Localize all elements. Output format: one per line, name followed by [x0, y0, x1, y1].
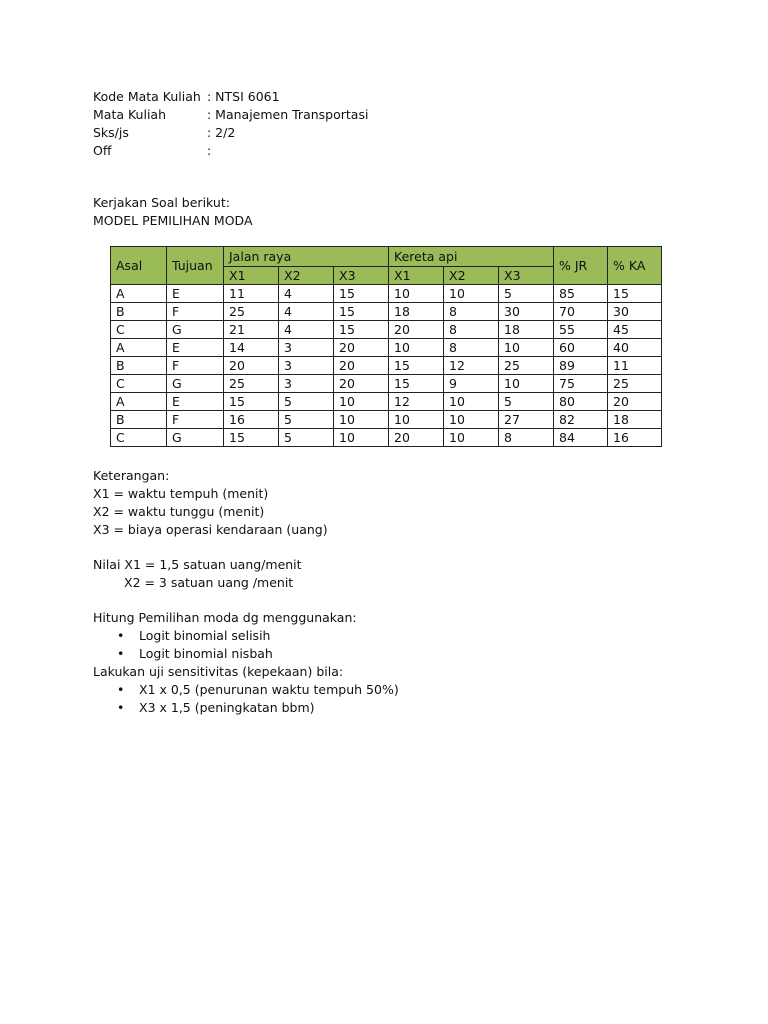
table-cell: 11: [224, 285, 279, 303]
list-item-text: Logit binomial selisih: [139, 628, 271, 643]
list-item-text: X3 x 1,5 (peningkatan bbm): [139, 700, 315, 715]
list-item-text: X1 x 0,5 (penurunan waktu tempuh 50%): [139, 682, 399, 697]
table-cell: 5: [499, 285, 554, 303]
table-cell: 27: [499, 411, 554, 429]
table-row: [111, 303, 662, 321]
list-item: [93, 645, 273, 663]
table-cell: 3: [279, 339, 334, 357]
table-cell: E: [167, 339, 224, 357]
table-cell: 4: [279, 285, 334, 303]
mode-choice-table: [110, 246, 662, 447]
table-row: [111, 321, 662, 339]
table-cell: 16: [224, 411, 279, 429]
table-cell: A: [111, 393, 167, 411]
table-cell: 10: [389, 339, 444, 357]
value-x2: X2 = 3 satuan uang /menit: [124, 575, 294, 590]
table-cell: 10: [389, 285, 444, 303]
table-cell: G: [167, 375, 224, 393]
course-code-label: Kode Mata Kuliah: [93, 89, 201, 104]
table-row: [111, 429, 662, 447]
table-cell: 5: [279, 429, 334, 447]
table-cell: 85: [554, 285, 608, 303]
table-cell: B: [111, 411, 167, 429]
table-cell: 20: [334, 339, 389, 357]
table-cell: 4: [279, 303, 334, 321]
note-x2: X2 = waktu tunggu (menit): [93, 504, 265, 519]
course-code-value: : NTSI 6061: [207, 89, 280, 104]
table-cell: 60: [554, 339, 608, 357]
off-label: Off: [93, 143, 112, 158]
table-cell: 10: [389, 411, 444, 429]
table-cell: 20: [334, 357, 389, 375]
table-cell: C: [111, 429, 167, 447]
table-cell: 10: [499, 339, 554, 357]
table-cell: E: [167, 285, 224, 303]
table-cell: 10: [444, 429, 499, 447]
table-cell: 20: [389, 321, 444, 339]
table-cell: 8: [444, 303, 499, 321]
sks-value: : 2/2: [207, 125, 236, 140]
table-cell: 80: [554, 393, 608, 411]
table-cell: B: [111, 303, 167, 321]
table-row: [111, 375, 662, 393]
sensitivity-title: Lakukan uji sensitivitas (kepekaan) bila:: [93, 664, 344, 679]
header-jr-x3: X3: [334, 267, 389, 285]
table-cell: 25: [224, 303, 279, 321]
table-cell: 75: [554, 375, 608, 393]
table-cell: E: [167, 393, 224, 411]
table-cell: 16: [608, 429, 662, 447]
section-title: MODEL PEMILIHAN MODA: [93, 213, 253, 228]
table-cell: 45: [608, 321, 662, 339]
table-cell: 89: [554, 357, 608, 375]
table-cell: 25: [224, 375, 279, 393]
table-cell: 5: [279, 393, 334, 411]
header-jalan-raya: Jalan raya: [224, 247, 389, 267]
value-x1: Nilai X1 = 1,5 satuan uang/menit: [93, 557, 302, 572]
table-cell: 8: [499, 429, 554, 447]
table-cell: 20: [389, 429, 444, 447]
header-pct-jr: % JR: [554, 247, 608, 285]
table-cell: 15: [389, 375, 444, 393]
list-item-text: Logit binomial nisbah: [139, 646, 273, 661]
table-cell: 5: [279, 411, 334, 429]
table-cell: 14: [224, 339, 279, 357]
table-cell: 18: [499, 321, 554, 339]
course-name-row: [93, 106, 368, 124]
off-row: [93, 142, 211, 160]
table-cell: 15: [224, 429, 279, 447]
sks-row: [93, 124, 235, 142]
table-cell: F: [167, 357, 224, 375]
off-value: :: [207, 143, 212, 158]
instruction-text: Kerjakan Soal berikut:: [93, 195, 230, 210]
table-cell: 10: [444, 411, 499, 429]
table-cell: 18: [608, 411, 662, 429]
table-cell: 12: [389, 393, 444, 411]
table-cell: 21: [224, 321, 279, 339]
header-jr-x2: X2: [279, 267, 334, 285]
table-row: [111, 339, 662, 357]
table-cell: 4: [279, 321, 334, 339]
table-row: [111, 393, 662, 411]
bullet-icon: •: [117, 700, 125, 715]
task-title: Hitung Pemilihan moda dg menggunakan:: [93, 610, 357, 625]
header-ka-x2: X2: [444, 267, 499, 285]
table-cell: G: [167, 429, 224, 447]
sks-label: Sks/js: [93, 125, 129, 140]
list-item: [93, 627, 273, 645]
table-cell: A: [111, 339, 167, 357]
table-cell: 15: [334, 285, 389, 303]
table-cell: 10: [499, 375, 554, 393]
bullet-icon: •: [117, 628, 125, 643]
list-item: [93, 699, 399, 717]
table-cell: 10: [444, 393, 499, 411]
table-cell: 25: [499, 357, 554, 375]
task-list: [93, 627, 273, 663]
header-ka-x3: X3: [499, 267, 554, 285]
note-x1: X1 = waktu tempuh (menit): [93, 486, 269, 501]
table-cell: F: [167, 303, 224, 321]
table-body: [111, 285, 662, 447]
table-cell: 10: [334, 393, 389, 411]
table-cell: 82: [554, 411, 608, 429]
header-kereta-api: Kereta api: [389, 247, 554, 267]
table-cell: 8: [444, 321, 499, 339]
table-cell: 15: [608, 285, 662, 303]
table-cell: F: [167, 411, 224, 429]
table-cell: 84: [554, 429, 608, 447]
table-cell: B: [111, 357, 167, 375]
header-pct-ka: % KA: [608, 247, 662, 285]
table-cell: 12: [444, 357, 499, 375]
header-jr-x1: X1: [224, 267, 279, 285]
course-name-label: Mata Kuliah: [93, 107, 167, 122]
table-cell: 8: [444, 339, 499, 357]
table-header-row: [111, 247, 662, 267]
sensitivity-list: [93, 681, 399, 717]
table-cell: 3: [279, 375, 334, 393]
table-cell: A: [111, 285, 167, 303]
table-cell: 18: [389, 303, 444, 321]
header-asal: Asal: [111, 247, 167, 285]
table-row: [111, 411, 662, 429]
header-tujuan: Tujuan: [167, 247, 224, 285]
table-cell: 10: [334, 429, 389, 447]
table-cell: 5: [499, 393, 554, 411]
table-cell: 30: [608, 303, 662, 321]
header-ka-x1: X1: [389, 267, 444, 285]
table-cell: 20: [334, 375, 389, 393]
table-cell: C: [111, 375, 167, 393]
course-code-row: [93, 88, 280, 106]
notes-title: Keterangan:: [93, 468, 170, 483]
table-cell: 70: [554, 303, 608, 321]
table-cell: C: [111, 321, 167, 339]
table-cell: 10: [444, 285, 499, 303]
table-cell: 11: [608, 357, 662, 375]
table-cell: 20: [608, 393, 662, 411]
table-cell: 40: [608, 339, 662, 357]
table-row: [111, 357, 662, 375]
table-cell: 9: [444, 375, 499, 393]
bullet-icon: •: [117, 646, 125, 661]
table-cell: 15: [389, 357, 444, 375]
table-cell: G: [167, 321, 224, 339]
table-cell: 25: [608, 375, 662, 393]
table-row: [111, 285, 662, 303]
course-name-value: : Manajemen Transportasi: [207, 107, 369, 122]
note-x3: X3 = biaya operasi kendaraan (uang): [93, 522, 328, 537]
bullet-icon: •: [117, 682, 125, 697]
table-cell: 30: [499, 303, 554, 321]
table-cell: 15: [334, 303, 389, 321]
table-cell: 3: [279, 357, 334, 375]
table-cell: 15: [224, 393, 279, 411]
table-cell: 10: [334, 411, 389, 429]
table-cell: 20: [224, 357, 279, 375]
table-cell: 55: [554, 321, 608, 339]
table-cell: 15: [334, 321, 389, 339]
list-item: [93, 681, 399, 699]
